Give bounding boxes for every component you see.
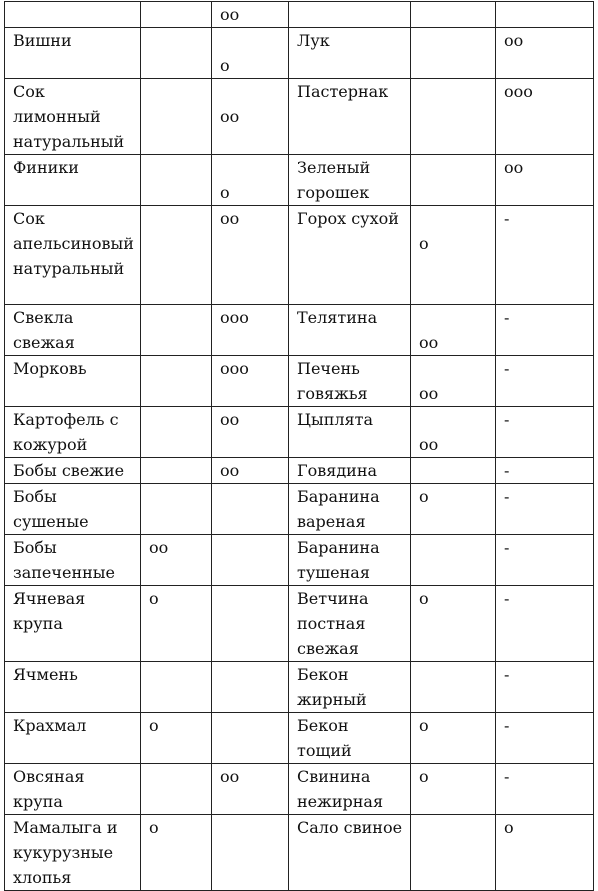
food-name: Горох сухой [297, 209, 399, 228]
mark-value: ooo [504, 82, 533, 101]
table-row [5, 356, 594, 407]
mark-value: - [504, 410, 510, 429]
food-name: Ветчина постная свежая [297, 589, 369, 658]
mark-cell [496, 764, 594, 815]
mark-cell [141, 535, 212, 586]
food-name-cell [289, 206, 411, 305]
table-row [5, 206, 594, 305]
mark-value: - [504, 538, 510, 557]
table-row [5, 407, 594, 458]
mark-cell [496, 484, 594, 535]
mark-value: ooo [220, 359, 249, 378]
table-row [5, 458, 594, 484]
mark-value: - [504, 209, 510, 228]
mark-cell [212, 2, 289, 28]
food-name-cell [5, 356, 141, 407]
table-row [5, 79, 594, 155]
food-name: Говядина [297, 461, 378, 480]
table-row [5, 815, 594, 891]
mark-cell [212, 155, 289, 206]
food-name: Пастернак [297, 82, 389, 101]
mark-cell [411, 815, 496, 891]
food-name-cell [5, 713, 141, 764]
mark-cell [141, 407, 212, 458]
mark-cell [496, 586, 594, 662]
food-name: Морковь [13, 359, 87, 378]
mark-value: o [220, 56, 230, 75]
food-name-cell [289, 79, 411, 155]
mark-cell [212, 586, 289, 662]
mark-value: oo [149, 538, 169, 557]
food-name-cell [289, 713, 411, 764]
food-name: Бобы запеченные [13, 538, 115, 582]
mark-value: oo [220, 767, 240, 786]
mark-cell [411, 155, 496, 206]
food-name-cell [289, 2, 411, 28]
mark-cell [496, 713, 594, 764]
mark-cell [496, 356, 594, 407]
mark-cell [212, 79, 289, 155]
mark-value: oo [419, 435, 439, 454]
food-name: Цыплята [297, 410, 373, 429]
table-row [5, 305, 594, 356]
mark-value: oo [220, 410, 240, 429]
mark-cell [496, 815, 594, 891]
mark-value: o [419, 767, 429, 786]
food-name: Сало свиное [297, 818, 403, 837]
food-name-cell [5, 155, 141, 206]
mark-value: o [220, 183, 230, 202]
mark-cell [496, 305, 594, 356]
mark-cell [141, 305, 212, 356]
mark-cell [496, 662, 594, 713]
food-name: Мамалыга и кукурузные хлопья [13, 818, 118, 887]
food-name: Сок лимонный натуральный [13, 82, 125, 151]
mark-cell [212, 356, 289, 407]
table-row [5, 28, 594, 79]
mark-value: oo [220, 461, 240, 480]
food-name: Бобы свежие [13, 461, 125, 480]
mark-cell [496, 155, 594, 206]
food-name: Баранина вареная [297, 487, 380, 531]
food-name-cell [5, 407, 141, 458]
mark-cell [141, 764, 212, 815]
mark-value: oo [220, 209, 240, 228]
food-name: Лук [297, 31, 330, 50]
food-name-cell [289, 662, 411, 713]
food-name-cell [5, 764, 141, 815]
mark-cell [212, 484, 289, 535]
mark-cell [141, 713, 212, 764]
food-name-cell [289, 28, 411, 79]
food-name: Финики [13, 158, 79, 177]
food-name-cell [5, 535, 141, 586]
mark-cell [141, 79, 212, 155]
mark-cell [496, 79, 594, 155]
mark-cell [212, 535, 289, 586]
mark-cell [496, 407, 594, 458]
mark-value: oo [504, 31, 524, 50]
mark-value: o [419, 716, 429, 735]
mark-cell [141, 28, 212, 79]
food-name: Бобы сушеные [13, 487, 89, 531]
mark-cell [411, 2, 496, 28]
food-name: Картофель с кожурой [13, 410, 119, 454]
mark-cell [141, 815, 212, 891]
mark-value: oo [220, 107, 240, 126]
mark-cell [496, 2, 594, 28]
table-row [5, 535, 594, 586]
mark-cell [411, 713, 496, 764]
mark-value: - [504, 461, 510, 480]
food-name-cell [289, 305, 411, 356]
food-name-cell [289, 458, 411, 484]
mark-value: - [504, 716, 510, 735]
mark-value: o [149, 818, 159, 837]
mark-cell [212, 764, 289, 815]
mark-cell [212, 815, 289, 891]
table-row [5, 662, 594, 713]
food-name-cell [5, 305, 141, 356]
mark-cell [496, 28, 594, 79]
food-name-cell [5, 2, 141, 28]
food-name: Овсяная крупа [13, 767, 85, 811]
mark-cell [212, 458, 289, 484]
mark-value: - [504, 308, 510, 327]
food-name: Бекон жирный [297, 665, 367, 709]
mark-value: oo [504, 158, 524, 177]
food-name-cell [5, 586, 141, 662]
mark-value: ooo [220, 308, 249, 327]
table-row [5, 586, 594, 662]
mark-cell [411, 535, 496, 586]
food-table [4, 1, 594, 891]
table-row [5, 155, 594, 206]
food-name-cell [289, 155, 411, 206]
food-name: Вишни [13, 31, 72, 50]
mark-cell [141, 206, 212, 305]
mark-cell [141, 458, 212, 484]
food-name-cell [5, 79, 141, 155]
mark-cell [141, 484, 212, 535]
food-name-cell [5, 458, 141, 484]
mark-value: - [504, 665, 510, 684]
food-name: Ячневая крупа [13, 589, 86, 633]
mark-cell [411, 764, 496, 815]
mark-value: o [149, 716, 159, 735]
mark-cell [212, 407, 289, 458]
table-row [5, 713, 594, 764]
food-name: Свинина нежирная [297, 767, 384, 811]
mark-cell [212, 305, 289, 356]
mark-value: oo [220, 5, 240, 24]
food-table-body [5, 2, 594, 891]
mark-cell [411, 79, 496, 155]
mark-cell [411, 305, 496, 356]
mark-cell [411, 484, 496, 535]
food-name-cell [289, 484, 411, 535]
food-name: Печень говяжья [297, 359, 368, 403]
table-row [5, 2, 594, 28]
mark-value: - [504, 767, 510, 786]
mark-cell [212, 713, 289, 764]
food-name: Ячмень [13, 665, 78, 684]
mark-cell [141, 2, 212, 28]
mark-cell [141, 155, 212, 206]
food-name-cell [5, 484, 141, 535]
mark-cell [411, 407, 496, 458]
mark-value: - [504, 589, 510, 608]
mark-cell [212, 206, 289, 305]
food-name-cell [5, 662, 141, 713]
mark-value: o [504, 818, 514, 837]
mark-value: o [419, 234, 429, 253]
mark-cell [141, 586, 212, 662]
mark-cell [496, 206, 594, 305]
mark-cell [141, 356, 212, 407]
mark-cell [411, 206, 496, 305]
food-name-cell [5, 815, 141, 891]
mark-value: oo [419, 384, 439, 403]
food-name: Бекон тощий [297, 716, 352, 760]
mark-value: - [504, 359, 510, 378]
food-name: Крахмал [13, 716, 87, 735]
food-name-cell [5, 28, 141, 79]
mark-cell [212, 28, 289, 79]
table-row [5, 484, 594, 535]
food-name-cell [289, 764, 411, 815]
mark-value: o [419, 589, 429, 608]
mark-cell [411, 28, 496, 79]
food-name: Свекла свежая [13, 308, 75, 352]
mark-cell [141, 662, 212, 713]
food-name-cell [289, 407, 411, 458]
food-name: Телятина [297, 308, 378, 327]
food-name: Зеленый горошек [297, 158, 371, 202]
mark-value: o [149, 589, 159, 608]
mark-cell [411, 356, 496, 407]
mark-value: - [504, 487, 510, 506]
mark-cell [411, 662, 496, 713]
mark-cell [411, 458, 496, 484]
mark-cell [496, 535, 594, 586]
food-name-cell [289, 586, 411, 662]
food-name: Баранина тушеная [297, 538, 380, 582]
food-name-cell [289, 356, 411, 407]
food-name-cell [289, 815, 411, 891]
food-name-cell [289, 535, 411, 586]
mark-cell [496, 458, 594, 484]
mark-cell [212, 662, 289, 713]
food-name-cell [5, 206, 141, 305]
mark-value: o [419, 487, 429, 506]
mark-cell [411, 586, 496, 662]
mark-value: oo [419, 333, 439, 352]
table-row [5, 764, 594, 815]
food-name: Сок апельсиновый натуральный [13, 209, 134, 278]
